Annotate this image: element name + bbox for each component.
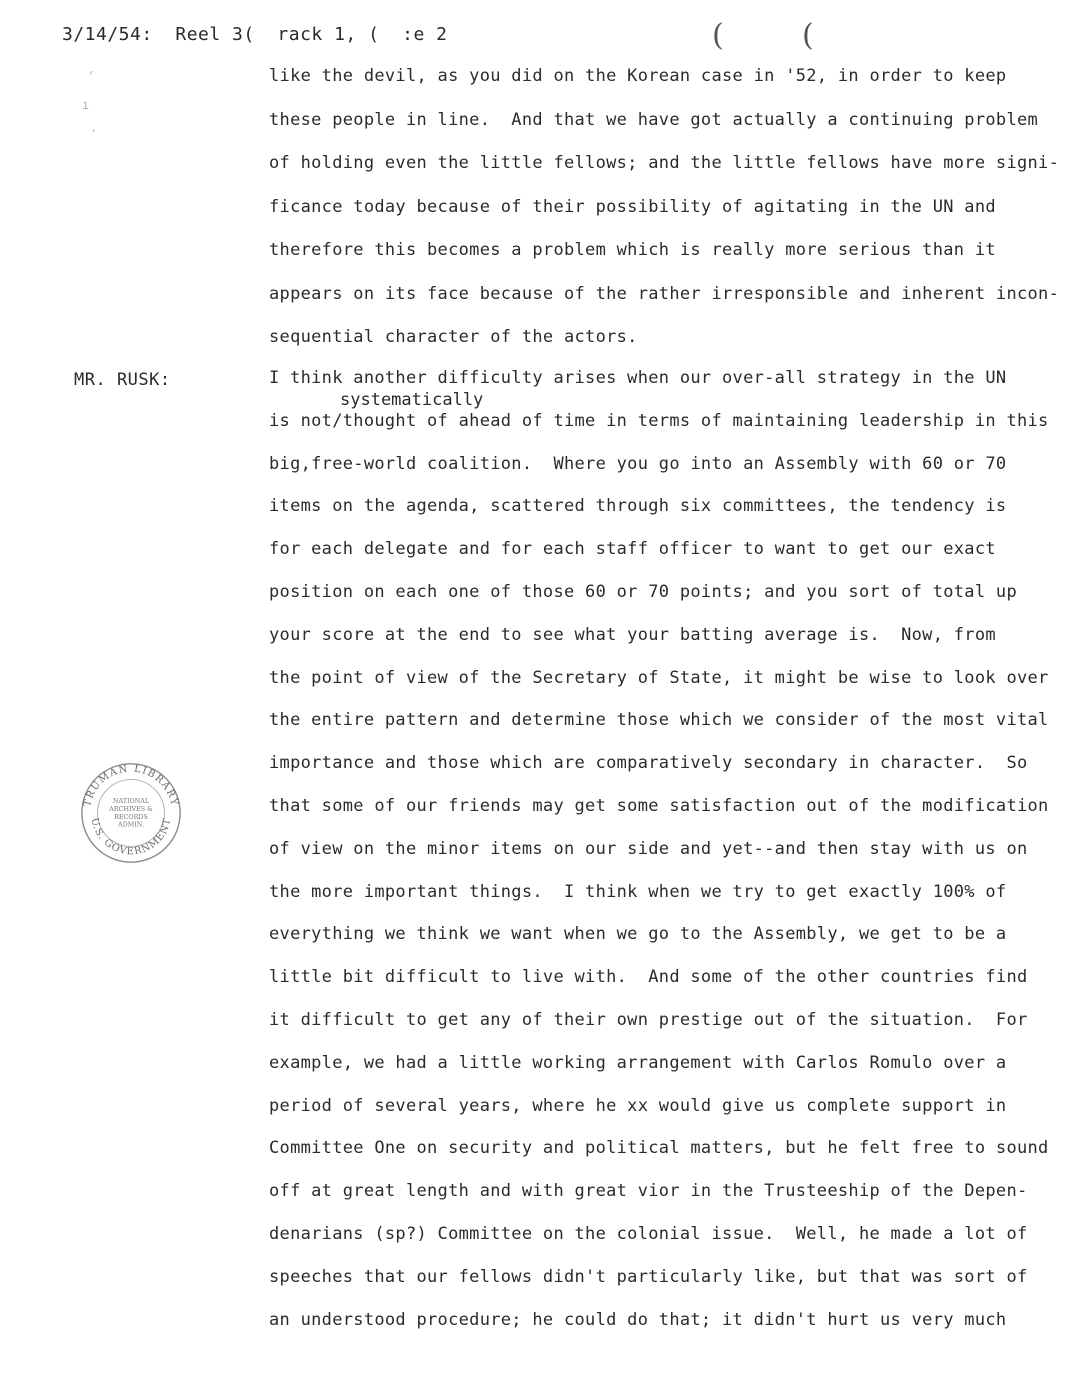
- transcript-line: period of several years, where he xx would give us complete support in: [269, 1095, 1007, 1116]
- transcript-line: I think another difficulty arises when our over-all strategy in the UN: [269, 368, 1007, 388]
- transcript-line: these people in line. And that we have got actually a continuing problem: [269, 109, 1039, 130]
- truman-library-stamp: [72, 752, 190, 870]
- stamp-line: RECORDS: [114, 812, 148, 821]
- margin-mark: ı: [82, 98, 90, 112]
- interlinear-insertion: systematically: [340, 390, 484, 410]
- transcript-line: the point of view of the Secretary of State, it might be wise to look over: [269, 667, 1049, 688]
- transcript-line: that some of our friends may get some satisfaction out of the modification: [269, 796, 1049, 816]
- transcript-line: big,free-world coalition. Where you go into an Assembly with 60 or 70: [269, 453, 1007, 474]
- transcript-line: off at great length and with great vior in the Trusteeship of the Depen-: [269, 1181, 1028, 1202]
- torn-mark-left: (: [712, 18, 724, 53]
- stamp-line: ADMIN.: [118, 820, 144, 829]
- stamp-line: NATIONAL: [112, 797, 150, 806]
- transcript-line: ficance today because of their possibility of agitating in the UN and: [269, 196, 996, 217]
- transcript-line: of holding even the little fellows; and the little fellows have more signi-: [269, 153, 1060, 173]
- speaker-label: MR. RUSK:: [74, 370, 171, 390]
- margin-mark: ʳ: [88, 68, 96, 82]
- transcript-line: is not/thought of ahead of time in terms of maintaining leadership in this: [269, 410, 1049, 431]
- transcript-line: sequential character of the actors.: [269, 327, 638, 347]
- transcript-line: like the devil, as you did on the Korean case in '52, in order to keep: [269, 66, 1007, 86]
- transcript-line: the entire pattern and determine those which we consider of the most vital: [269, 710, 1049, 731]
- transcript-line: your score at the end to see what your batting average is. Now, from: [269, 624, 996, 645]
- transcript-line: importance and those which are comparatively secondary in character. So: [269, 753, 1028, 774]
- torn-mark-right: (: [802, 18, 814, 53]
- transcript-line: for each delegate and for each staff officer to want to get our exact: [269, 539, 996, 560]
- transcript-line: example, we had a little working arrangement with Carlos Romulo over a: [269, 1052, 1007, 1073]
- transcript-line: an understood procedure; he could do that; it didn't hurt us very much: [269, 1309, 1007, 1330]
- margin-mark: ·: [90, 124, 98, 138]
- transcript-line: everything we think we want when we go to the Assembly, we get to be a: [269, 924, 1007, 945]
- stamp-line: ARCHIVES &: [109, 805, 153, 813]
- transcript-line: Committee One on security and political matters, but he felt free to sound: [269, 1138, 1049, 1159]
- transcript-line: items on the agenda, scattered through six committees, the tendency is: [269, 496, 1007, 517]
- transcript-line: of view on the minor items on our side and yet--and then stay with us on: [269, 838, 1028, 859]
- transcript-line: denarians (sp?) Committee on the colonial issue. Well, he made a lot of: [269, 1224, 1028, 1244]
- transcript-line: position on each one of those 60 or 70 points; and you sort of total up: [269, 582, 1017, 602]
- stamp-bottom-text: U.S. GOVERNMENT: [88, 816, 174, 858]
- transcript-line: therefore this becomes a problem which is really more serious than it: [269, 240, 996, 260]
- transcript-line: speeches that our fellows didn't particularly like, but that was sort of: [269, 1266, 1028, 1287]
- stamp-arc-text: TRUMAN LIBRARY: [82, 763, 180, 808]
- transcript-line: it difficult to get any of their own prestige out of the situation. For: [269, 1010, 1028, 1030]
- transcript-line: little bit difficult to live with. And some of the other countries find: [269, 967, 1028, 988]
- page-header: 3/14/54: Reel 3( rack 1, ( :e 2: [62, 24, 448, 45]
- transcript-line: the more important things. I think when we try to get exactly 100% of: [269, 881, 1007, 902]
- transcript-line: appears on its face because of the rather irresponsible and inherent incon-: [269, 283, 1060, 304]
